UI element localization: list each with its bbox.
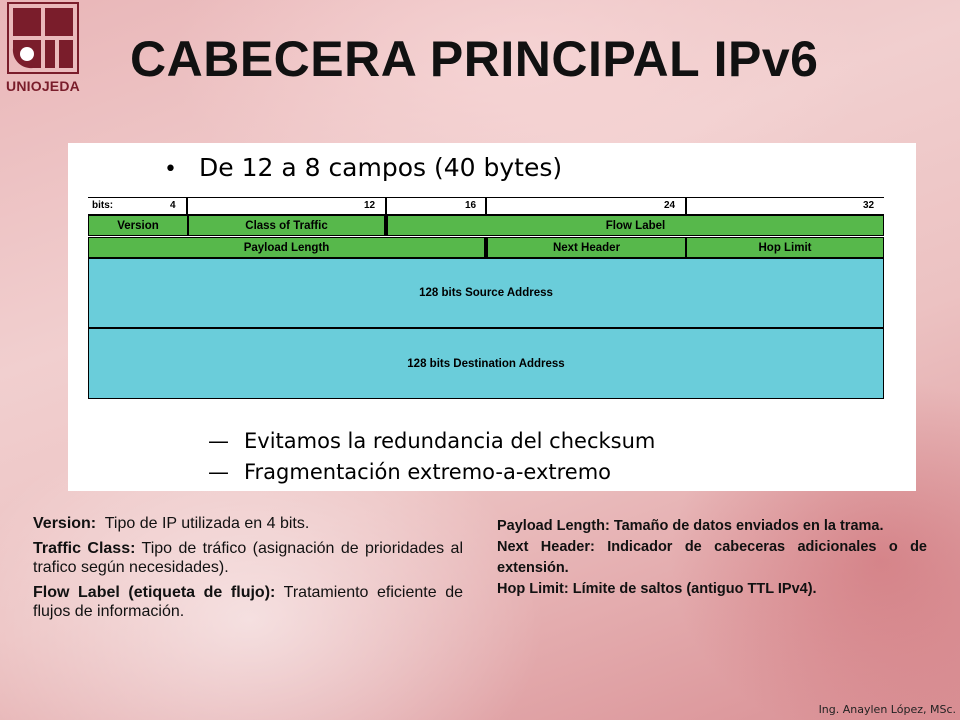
- field-descriptions-right: [497, 516, 927, 600]
- field-source-address: 128 bits Source Address: [88, 258, 884, 328]
- tick-12: 12: [364, 200, 376, 211]
- ipv6-header-figure: [68, 143, 916, 491]
- description-item: [33, 514, 463, 533]
- description-text: Tipo de IP utilizada en 4 bits.: [104, 515, 310, 532]
- field-version: Version: [88, 215, 188, 236]
- header-diagram: [88, 197, 886, 399]
- headline-text: De 12 a 8 campos (40 bytes): [198, 153, 563, 182]
- field-flow-label: Flow Label: [387, 215, 884, 236]
- description-item: Next Header: Indicador de cabeceras adicionales o de extensión.: [497, 539, 927, 576]
- dash-icon: —: [208, 460, 229, 484]
- figure-bullet: [208, 460, 655, 491]
- description-item: [33, 539, 463, 577]
- description-term: Version:: [33, 515, 97, 532]
- tick-separator: [186, 198, 188, 214]
- tick-separator: [685, 198, 687, 214]
- bits-label: bits:: [92, 200, 114, 211]
- field-payload-length: Payload Length: [88, 237, 487, 258]
- tick-separator: [385, 198, 387, 214]
- bullet-text: Fragmentación extremo-a-extremo: [244, 460, 612, 484]
- figure-headline: [164, 153, 562, 182]
- description-item: [33, 583, 463, 621]
- bits-scale: [88, 197, 884, 215]
- description-term: Traffic Class:: [33, 540, 136, 557]
- field-destination-address: 128 bits Destination Address: [88, 328, 884, 399]
- field-next-header: Next Header: [487, 237, 686, 258]
- description-term: Flow Label (etiqueta de flujo):: [33, 584, 276, 601]
- description-item: Payload Length: Tamaño de datos enviados en la trama.: [497, 518, 884, 534]
- figure-bullet: [208, 429, 655, 460]
- uniojeda-logo: [4, 2, 82, 96]
- field-class-of-traffic: Class of Traffic: [188, 215, 387, 236]
- bullet-icon: •: [164, 157, 177, 182]
- field-hop-limit: Hop Limit: [686, 237, 884, 258]
- tick-4: 4: [170, 200, 176, 211]
- description-item: Hop Limit: Límite de saltos (antiguo TTL IPv4).: [497, 581, 817, 597]
- tick-24: 24: [664, 200, 676, 211]
- tick-16: 16: [465, 200, 477, 211]
- description-text: Tipo de tráfico (asignación de prioridades al trafico según necesidades).: [33, 540, 464, 576]
- author-footer: Ing. Anaylen López, MSc.: [818, 703, 956, 716]
- university-logo-icon: [7, 2, 79, 74]
- tick-separator: [485, 198, 487, 214]
- slide-title: CABECERA PRINCIPAL IPv6: [130, 31, 819, 87]
- bullet-text: Evitamos la redundancia del checksum: [244, 429, 656, 453]
- tick-32: 32: [863, 200, 875, 211]
- figure-bullets: [208, 429, 655, 491]
- field-descriptions-left: [33, 514, 463, 627]
- description-text: Tratamiento eficiente de flujos de información.: [33, 584, 464, 620]
- dash-icon: —: [208, 429, 229, 453]
- logo-text: UNIOJEDA: [6, 78, 80, 94]
